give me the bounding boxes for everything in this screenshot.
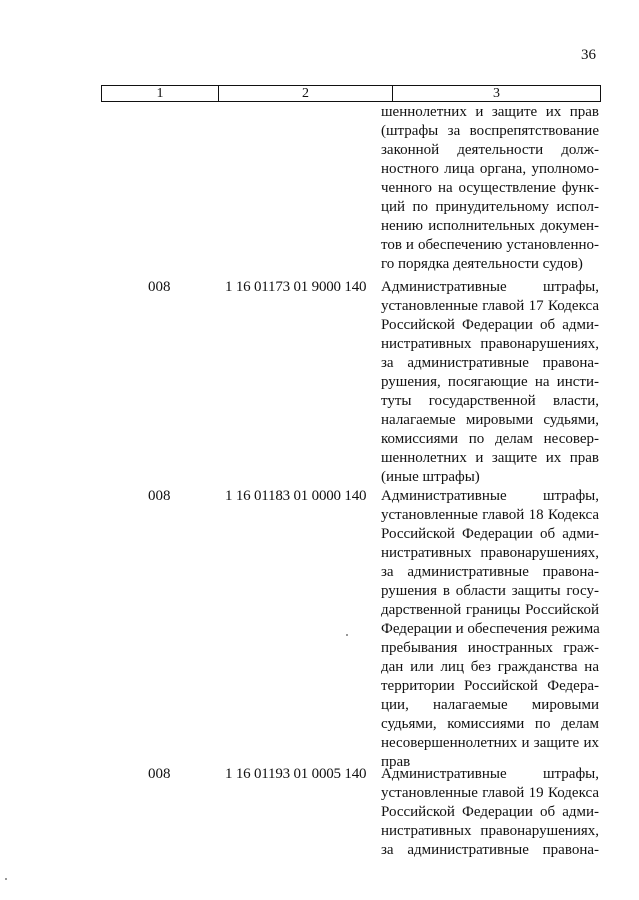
- desc-line: нистративных правонарушениях,: [381, 545, 599, 561]
- desc-line: ций по принудительному испол-: [381, 199, 599, 215]
- header-col-1: 1: [102, 86, 219, 101]
- page-number: 36: [581, 47, 596, 63]
- row-description: [381, 487, 599, 772]
- desc-line: Российской Федерации об адми-: [381, 526, 599, 542]
- desc-line: ции, налагаемые мировыми: [381, 697, 599, 713]
- header-col-2: 2: [219, 86, 393, 101]
- desc-line: го порядка деятельности судов): [381, 256, 583, 272]
- desc-line: дан или лиц без гражданства на: [381, 659, 599, 675]
- kbk-code: 1 16 01183 01 0000 140: [225, 488, 367, 504]
- desc-line: (иные штрафы): [381, 469, 480, 485]
- desc-line: комиссиями по делам несовер-: [381, 431, 599, 447]
- table-header-row: [101, 85, 601, 102]
- desc-line: пребывания иностранных граж-: [381, 640, 599, 656]
- header-col-3: 3: [493, 86, 500, 101]
- desc-line: территории Российской Федера-: [381, 678, 599, 694]
- kbk-code: 1 16 01193 01 0005 140: [225, 766, 367, 782]
- desc-line: Административные штрафы,: [381, 766, 599, 782]
- desc-line: законной деятельности долж-: [381, 142, 599, 158]
- scan-speck: [5, 878, 7, 880]
- row-description: [381, 765, 599, 860]
- desc-line: шеннолетних и защите их прав: [381, 450, 599, 466]
- desc-line: нению исполнительных докумен-: [381, 218, 599, 234]
- desc-line: установленные главой 19 Кодекса: [381, 785, 599, 801]
- desc-line: прав: [381, 754, 411, 770]
- desc-line: Российской Федерации об адми-: [381, 317, 599, 333]
- admin-code: 008: [148, 766, 171, 782]
- desc-line: тов и обеспечению установленно-: [381, 237, 599, 253]
- continued-description: [381, 103, 599, 274]
- admin-code: 008: [148, 279, 171, 295]
- desc-line: рушения в области защиты госу-: [381, 583, 599, 599]
- desc-line: Административные штрафы,: [381, 488, 599, 504]
- desc-line: туты государственной власти,: [381, 393, 599, 409]
- admin-code: 008: [148, 488, 171, 504]
- desc-line: нистративных правонарушениях,: [381, 823, 599, 839]
- desc-line: нистративных правонарушениях,: [381, 336, 599, 352]
- desc-line: установленные главой 17 Кодекса: [381, 298, 599, 314]
- desc-line: ностного лица органа, уполномо-: [381, 161, 599, 177]
- desc-line: несовершеннолетних и защите их: [381, 735, 599, 751]
- desc-line: налагаемые мировыми судьями,: [381, 412, 599, 428]
- desc-line: Федерации и обеспечения режима: [381, 621, 600, 637]
- desc-line: дарственной границы Российской: [381, 602, 599, 618]
- desc-line: установленные главой 18 Кодекса: [381, 507, 599, 523]
- row-description: [381, 278, 599, 487]
- desc-line: рушения, посягающие на инсти-: [381, 374, 599, 390]
- desc-line: шеннолетних и защите их прав: [381, 104, 599, 120]
- desc-line: Российской Федерации об адми-: [381, 804, 599, 820]
- desc-line: (штрафы за воспрепятствование: [381, 123, 599, 139]
- desc-line: ченного на осуществление функ-: [381, 180, 599, 196]
- desc-line: судьями, комиссиями по делам: [381, 716, 599, 732]
- desc-line: за административные правона-: [381, 842, 599, 858]
- scan-speck: [346, 634, 348, 636]
- desc-line: за административные правона-: [381, 355, 599, 371]
- desc-line: Административные штрафы,: [381, 279, 599, 295]
- kbk-code: 1 16 01173 01 9000 140: [225, 279, 367, 295]
- desc-line: за административные правона-: [381, 564, 599, 580]
